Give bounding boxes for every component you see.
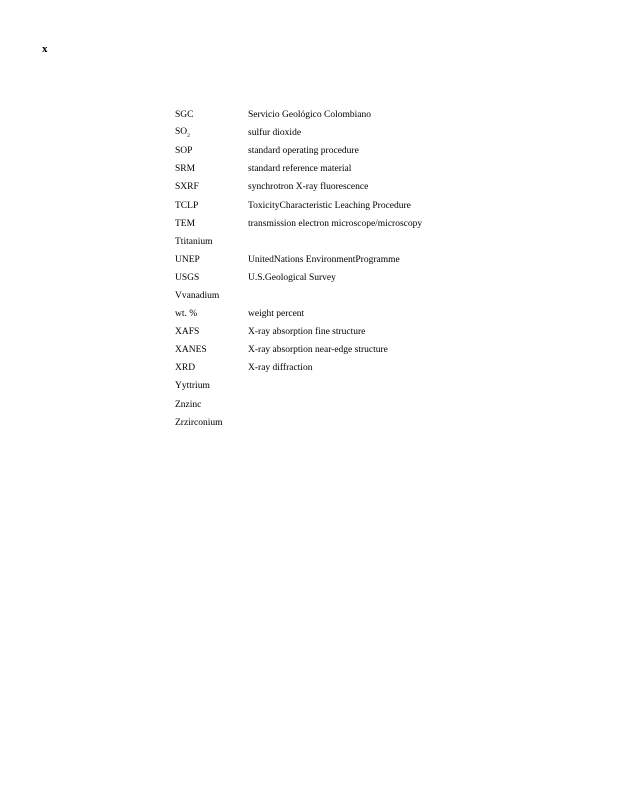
abbreviation-row: [175, 106, 575, 124]
abbreviation-term: UNEP: [175, 254, 200, 265]
abbreviation-definition: standard reference material: [248, 164, 352, 175]
abbreviation-row: [175, 233, 575, 251]
abbreviation-row: [175, 414, 575, 432]
abbreviation-term: Znzinc: [175, 399, 202, 410]
abbreviation-term: SXRF: [175, 182, 199, 193]
abbreviation-term: XAFS: [175, 327, 200, 338]
abbreviation-term: XANES: [175, 345, 207, 356]
abbreviation-row: [175, 142, 575, 160]
page-number: x: [42, 43, 48, 55]
abbreviation-term: Yyttrium: [175, 381, 210, 392]
abbreviation-term: USGS: [175, 272, 200, 283]
abbreviation-definition: Servicio Geológico Colombiano: [248, 110, 371, 121]
abbreviation-row: [175, 305, 575, 323]
abbreviation-row: [175, 215, 575, 233]
abbreviation-term: Vvanadium: [175, 290, 220, 301]
abbreviation-definition: sulfur dioxide: [248, 128, 302, 139]
abbreviation-definition: X-ray diffraction: [248, 363, 313, 374]
abbreviation-row: [175, 323, 575, 341]
abbreviation-term-subscript: 2: [187, 133, 190, 140]
abbreviation-row: [175, 287, 575, 305]
abbreviation-row: [175, 396, 575, 414]
abbreviation-term: TEM: [175, 218, 196, 229]
abbreviation-term-base: SO: [175, 127, 188, 138]
abbreviation-row: [175, 178, 575, 196]
abbreviation-term: SRM: [175, 164, 196, 175]
abbreviation-definition: UnitedNations EnvironmentProgramme: [248, 254, 400, 265]
abbreviation-definition: X-ray absorption fine structure: [248, 327, 366, 338]
abbreviation-term: wt. %: [175, 309, 198, 320]
abbreviation-row: [175, 196, 575, 214]
abbreviation-term: [175, 127, 248, 139]
abbreviation-term: XRD: [175, 363, 196, 374]
abbreviation-definition: weight percent: [248, 309, 305, 320]
abbreviation-definition: synchrotron X-ray fluorescence: [248, 182, 369, 193]
abbreviation-row: [175, 160, 575, 178]
abbreviation-definition: ToxicityCharacteristic Leaching Procedure: [248, 200, 411, 211]
abbreviation-term: SGC: [175, 110, 194, 121]
abbreviation-definition: transmission electron microscope/microscopy: [248, 218, 423, 229]
abbreviation-row: [175, 359, 575, 377]
abbreviation-definition: X-ray absorption near-edge structure: [248, 345, 388, 356]
abbreviation-term: TCLP: [175, 200, 199, 211]
abbreviation-row: [175, 341, 575, 359]
abbreviation-term: Zrzirconium: [175, 417, 223, 428]
abbreviation-list: [175, 106, 575, 432]
abbreviation-row: [175, 251, 575, 269]
abbreviation-term: SOP: [175, 146, 193, 157]
abbreviation-definition: standard operating procedure: [248, 146, 359, 157]
abbreviation-term: Ttitanium: [175, 236, 213, 247]
abbreviation-row: [175, 269, 575, 287]
abbreviation-definition: U.S.Geological Survey: [248, 272, 336, 283]
abbreviation-row: [175, 124, 575, 142]
abbreviation-row: [175, 377, 575, 395]
